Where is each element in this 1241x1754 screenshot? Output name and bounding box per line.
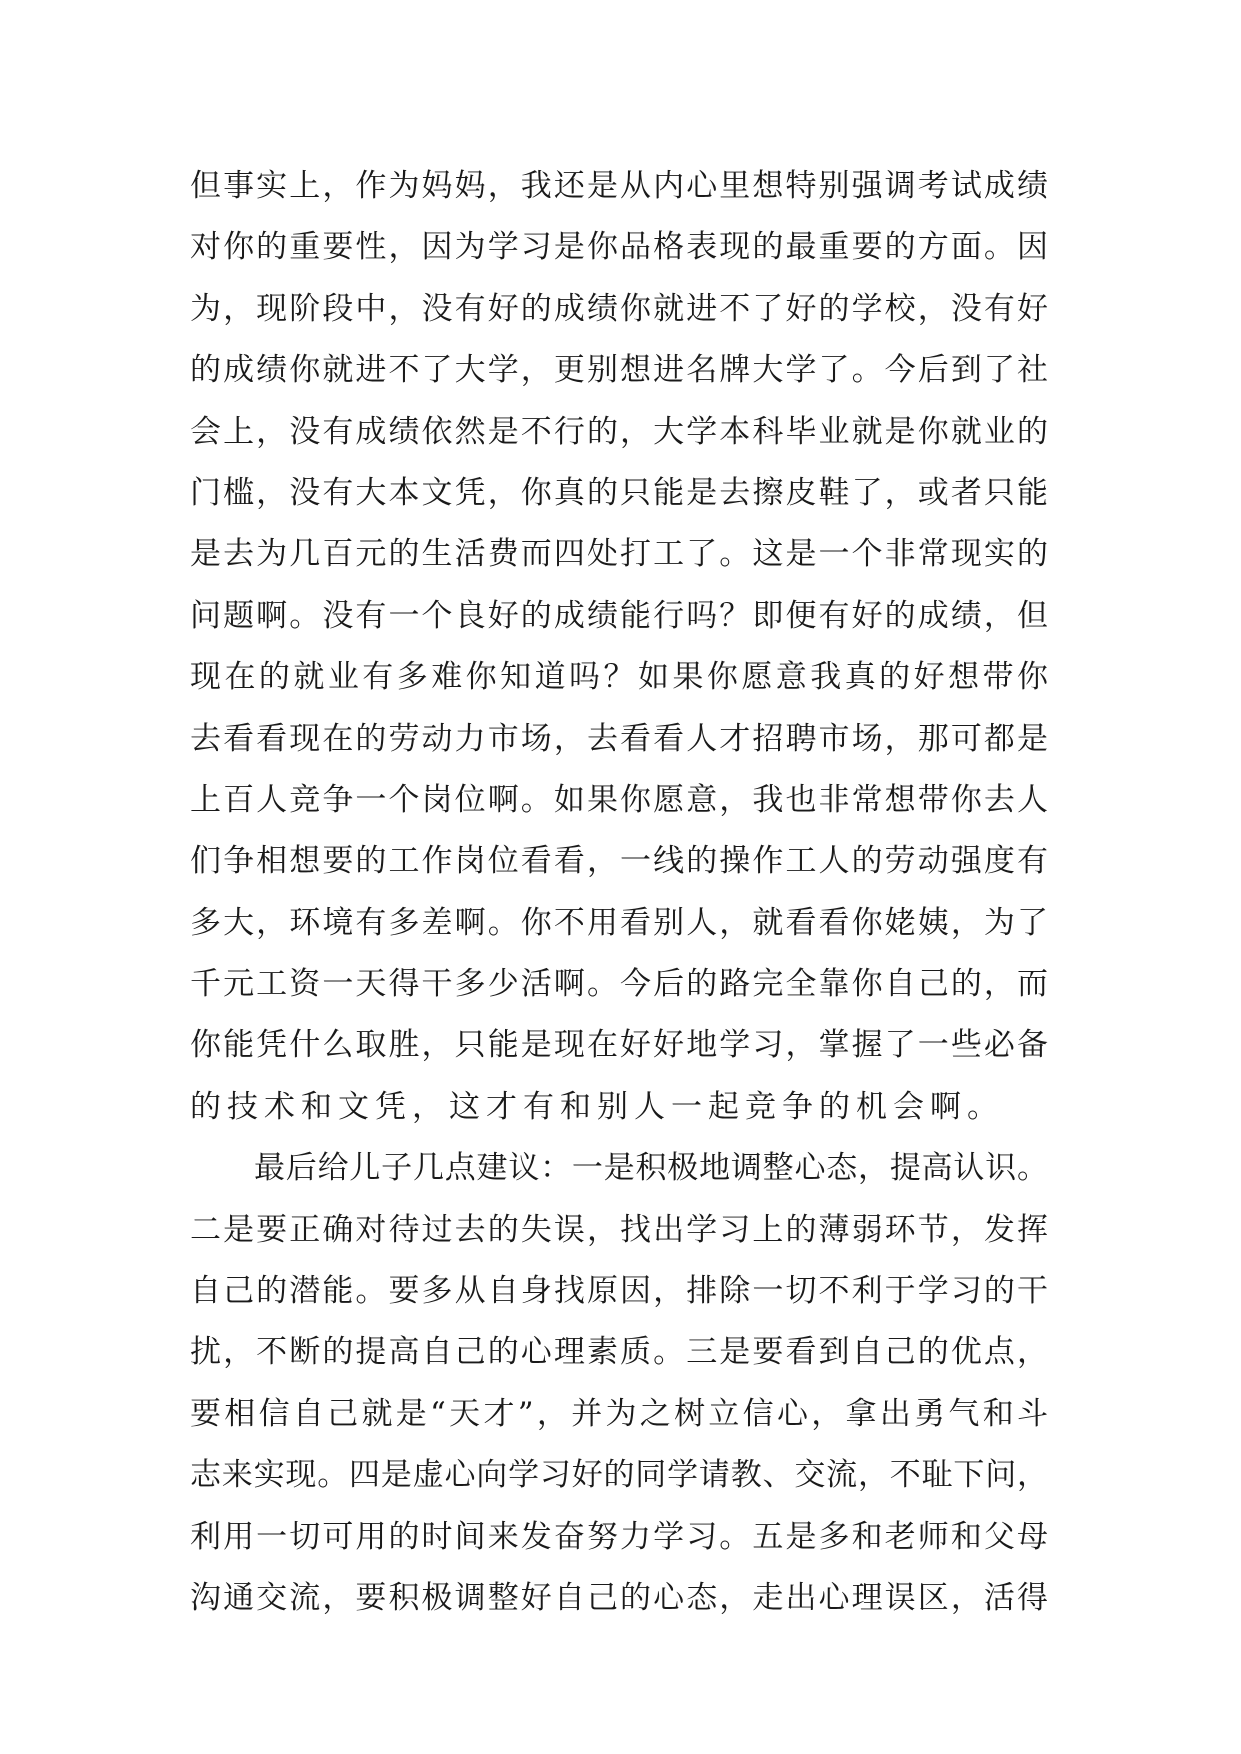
text-line: 为，现阶段中，没有好的成绩你就进不了好的学校，没有好 [190,290,1048,327]
text-line: 扰，不断的提高自己的心理素质。三是要看到自己的优点， [190,1334,1048,1371]
text-line: 二是要正确对待过去的失误，找出学习上的薄弱环节，发挥 [190,1211,1048,1248]
text-line: 是去为几百元的生活费而四处打工了。这是一个非常现实的 [190,536,1048,573]
body-text [190,156,1048,1629]
text-line: 会上，没有成绩依然是不行的，大学本科毕业就是你就业的 [190,413,1048,450]
text-line: 志来实现。四是虚心向学习好的同学请教、交流，不耻下问， [190,1457,1048,1494]
text-line: 的技术和文凭，这才有和别人一起竞争的机会啊。 [190,1088,1004,1125]
text-line: 问题啊。没有一个良好的成绩能行吗？即便有好的成绩，但 [190,597,1048,634]
text-line: 对你的重要性，因为学习是你品格表现的最重要的方面。因 [190,229,1048,266]
text-line: 你能凭什么取胜，只能是现在好好地学习，掌握了一些必备 [190,1027,1048,1064]
text-line: 利用一切可用的时间来发奋努力学习。五是多和老师和父母 [190,1518,1048,1555]
text-line: 去看看现在的劳动力市场，去看看人才招聘市场，那可都是 [190,720,1048,757]
text-line: 们争相想要的工作岗位看看，一线的操作工人的劳动强度有 [190,843,1048,880]
text-line: 多大，环境有多差啊。你不用看别人，就看看你姥姨，为了 [190,904,1048,941]
paragraph-first-line: 最后给儿子几点建议：一是积极地调整心态，提高认识。 [254,1150,1048,1187]
text-line: 要相信自己就是“天才”，并为之树立信心，拿出勇气和斗 [190,1395,1048,1432]
text-line: 自己的潜能。要多从自身找原因，排除一切不利于学习的干 [190,1273,1048,1310]
text-line: 的成绩你就进不了大学，更别想进名牌大学了。今后到了社 [190,352,1048,389]
text-line: 但事实上，作为妈妈，我还是从内心里想特别强调考试成绩 [190,168,1048,204]
text-line: 上百人竞争一个岗位啊。如果你愿意，我也非常想带你去人 [190,781,1048,818]
text-line: 现在的就业有多难你知道吗？如果你愿意我真的好想带你 [190,659,1048,696]
text-line: 千元工资一天得干多少活啊。今后的路完全靠你自己的，而 [190,966,1048,1003]
text-line: 门槛，没有大本文凭，你真的只能是去擦皮鞋了，或者只能 [190,474,1048,511]
text-line: 沟通交流，要积极调整好自己的心态，走出心理误区，活得 [190,1579,1048,1616]
